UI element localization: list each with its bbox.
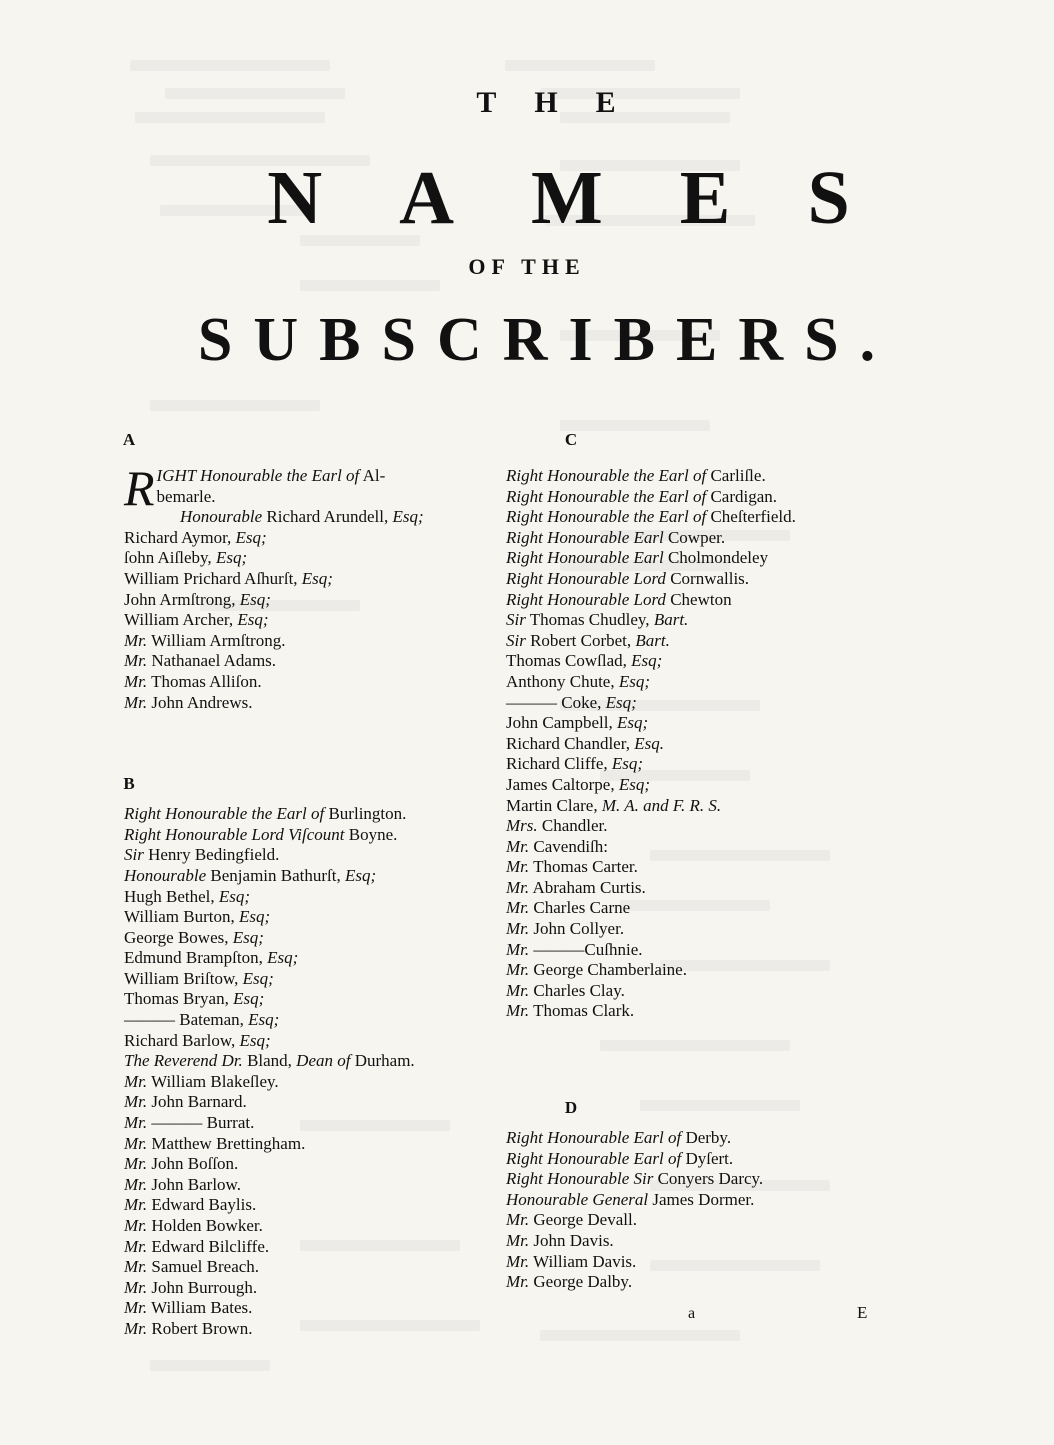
entry-title: Right Honourable the Earl of [124,804,325,824]
subscriber-entry [506,878,886,899]
entry-title: Mr. [506,980,530,1000]
entry-name: William Archer, [124,610,238,630]
subscriber-entry [506,1231,886,1252]
entry-suffix: Esq; [215,548,248,568]
subscriber-entry [506,1001,886,1022]
subscriber-entry [506,960,886,981]
drop-cap: R [124,460,155,516]
entry-name: Richard Cliffe, [506,754,612,774]
entry-name: Charles Clay. [529,980,625,1000]
entry-title: Sir [124,845,144,865]
subscriber-entry [506,1210,886,1231]
subscriber-entry [124,845,494,866]
subscriber-entry [506,528,886,549]
subscriber-entry [124,1237,494,1258]
subscriber-entry [506,796,886,817]
entry-name: Cowper. [663,527,726,547]
entry-suffix: Esq; [232,927,264,947]
entry-name: Robert Brown. [147,1318,253,1338]
entry-name: Holden Bowker. [147,1216,263,1235]
entry-name: Edward Bilcliffe. [147,1236,270,1256]
subscriber-entry [124,887,494,908]
entry-title: Mr. [124,651,148,671]
entry-suffix: Dean of [296,1051,351,1071]
subscriber-entry [124,651,494,672]
entry-title: Right Honourable Earl of [506,1148,682,1168]
entry-suffix: Esq; [235,527,267,547]
entry-title: Sir [506,610,526,630]
entry-name: William Prichard Aſhurſt, [124,568,302,588]
subscriber-entry [506,631,886,652]
subscriber-entry [506,1149,886,1170]
entry-title: The Reverend Dr. [124,1051,243,1071]
entry-title: Mr. [124,671,148,691]
subscriber-entry [124,989,494,1010]
entry-name: Charles Carne [529,898,631,918]
entry-suffix: Esq; [392,507,424,527]
subscriber-entry [506,775,886,796]
entry-name: Martin Clare, [506,795,602,815]
entry-name: John Boſſon. [147,1154,239,1174]
entry-suffix: Esq; [618,671,651,691]
entry-title: Honourable [124,865,207,885]
subscriber-entry [506,1128,886,1149]
entry-name: Cavendiſh: [529,836,609,856]
entry-title: Mr. [124,1257,148,1277]
entry-name: William Blakeſley. [147,1071,279,1091]
entry-title: Mr. [506,1272,530,1292]
subscriber-entry [124,1257,494,1278]
entry-name: Thomas Clark. [529,1001,635,1021]
subscriber-entry [124,907,494,928]
entry-name: Derby. [681,1128,732,1148]
entry-title: Mr. [506,898,530,918]
entry-suffix: Esq; [345,865,377,885]
entry-title: Mr. [124,1071,148,1091]
entry-title: Mr. [506,836,530,856]
first-entry-albemarle [124,460,494,516]
entry-title: Right Honourable Sir [506,1169,654,1189]
subscriber-entry [506,919,886,940]
subscriber-entry [124,1195,494,1216]
subscriber-entry [506,734,886,755]
entry-suffix: Esq; [267,948,299,968]
first-entry-name: Al- [359,466,386,485]
subscriber-entry [124,631,494,652]
entry-name: ſohn Aiſleby, [124,548,216,568]
subscriber-entry [124,507,494,528]
subscriber-entry [124,548,494,569]
subscriber-entry [124,1319,494,1340]
entry-title: Honourable [180,507,263,527]
entry-title: Mr. [124,1092,148,1112]
subscriber-entry [124,1175,494,1196]
entry-title: Mr. [506,1231,530,1250]
subscriber-entry [124,1298,494,1319]
subscriber-entry [124,825,494,846]
entry-suffix: Esq; [301,568,333,588]
entry-suffix: Esq; [242,968,274,988]
entry-name: John Andrews. [147,692,253,712]
left-column [124,430,494,1340]
subscriber-entry [124,928,494,949]
entry-title: Mr. [506,1210,530,1230]
entry-name: George Devall. [529,1210,637,1230]
entry-suffix: Esq; [618,774,651,794]
entry-title: Right Honourable Lord Viſcount [124,824,345,844]
entry-name: Boyne. [344,824,398,844]
entry-suffix: Esq; [631,651,663,671]
subscriber-entry [506,1169,886,1190]
section-letter-d: D [564,1098,578,1118]
title-the: THE [476,86,654,119]
subscriber-entry [506,713,886,734]
entry-name: Benjamin Bathurſt, [206,865,345,885]
entry-name: Henry Bedingfield. [143,845,280,865]
subscriber-entry [124,569,494,590]
entry-name: John Barlow. [147,1174,241,1194]
subscriber-entry [506,940,886,961]
entry-suffix: Bart. [653,610,689,630]
first-entry-continuation: bemarle. [156,486,216,506]
entry-name: William Briſtow, [124,968,243,988]
entry-title: Mr. [506,919,530,939]
entry-name: William Burton, [124,907,239,927]
entry-suffix: Esq; [248,1010,280,1030]
title-subscribers: SUBSCRIBERS. [197,306,897,374]
entry-suffix: Bart. [635,630,670,650]
subscriber-entry [506,610,886,631]
subscriber-entry [506,1252,886,1273]
entry-suffix: Esq; [239,1030,271,1050]
subscriber-entry [124,1154,494,1175]
entry-suffix: Esq; [616,713,649,733]
entry-title: Mr. [124,1195,148,1215]
entry-title: Mr. [506,877,530,897]
entry-name: Chandler. [537,816,608,836]
entry-name: Edward Baylis. [147,1195,257,1215]
entry-name: ———Cuſhnie. [529,939,643,959]
entry-title: Right Honourable the Earl of [506,486,707,506]
entry-name: Bland, [242,1051,297,1071]
subscriber-entry [124,969,494,990]
entry-title: Mr. [506,857,530,877]
subscriber-entry [506,816,886,837]
entry-title: Mr. [124,1236,148,1256]
signature-mark: a [688,1305,696,1322]
entry-name: John Davis. [529,1231,614,1250]
entry-title: Mr. [506,1001,530,1021]
entry-title: Mr. [124,1216,148,1235]
entry-name: Anthony Chute, [506,671,619,691]
entry-name: Chewton [665,589,732,609]
entry-title: Right Honourable the Earl of [506,466,707,485]
entry-title: Mrs. [506,816,538,836]
entry-name: John Campbell, [506,713,617,733]
entry-name: George Chamberlaine. [529,960,687,980]
subscriber-entry [124,948,494,969]
entry-name: Samuel Breach. [147,1257,260,1277]
entry-title: Mr. [124,1113,148,1133]
entry-title: Mr. [124,630,148,650]
subscriber-entry [506,487,886,508]
subscriber-entry [506,693,886,714]
entry-title: Right Honourable Earl [506,548,664,568]
entry-title: Honourable General [506,1189,649,1209]
subscriber-entry [506,1272,886,1293]
entry-suffix: Esq. [634,733,664,753]
entry-suffix: Esq; [239,589,271,609]
subscriber-entry [506,857,886,878]
subscriber-entry [124,672,494,693]
entry-title: Right Honourable Lord [506,568,666,588]
entry-title: Mr. [124,1277,148,1297]
entry-name: ——— Bateman, [124,1010,249,1030]
entry-title: Mr. [506,960,530,980]
subscriber-entry [506,590,886,611]
entry-name: Conyers Darcy. [653,1169,764,1189]
subscriber-entry [124,1031,494,1052]
entry-title: Mr. [124,692,148,712]
subscriber-entry [124,1278,494,1299]
subscriber-entry [506,466,886,487]
entry-tail: Durham. [350,1051,415,1071]
subscriber-list-d [506,1128,886,1293]
section-letter-c: C [564,430,578,449]
subscriber-entry [506,548,886,569]
subscriber-entry [506,754,886,775]
entry-name: Thomas Bryan, [124,989,234,1009]
subscriber-entry [124,1010,494,1031]
entry-suffix: Esq; [239,907,271,927]
entry-title: Mr. [124,1318,148,1338]
entry-name: John Burrough. [147,1277,258,1297]
entry-title: Sir [506,630,526,650]
entry-suffix: M. A. and F. R. S. [601,795,722,815]
entry-name: Cheſterfield. [706,507,796,527]
entry-name: John Armſtrong, [124,589,240,609]
entry-name: Richard Aymor, [124,527,236,547]
entry-name: William Davis. [529,1251,637,1271]
subscriber-entry [506,651,886,672]
entry-name: Richard Chandler, [506,733,635,753]
subscriber-entry [506,837,886,858]
entry-name: Thomas Cowſlad, [506,651,632,671]
title-names: NAMES [267,156,927,240]
entry-name: Burlington. [324,804,407,824]
section-letter-a: A [122,430,136,449]
subscriber-entry [124,1134,494,1155]
entry-name: James Caltorpe, [506,774,619,794]
subscriber-entry [506,569,886,590]
entry-name: Matthew Brettingham. [147,1133,306,1153]
entry-title: Mr. [124,1174,148,1194]
entry-name: Richard Arundell, [262,507,393,527]
entry-name: Hugh Bethel, [124,886,219,906]
entry-name: ——— Coke, [506,692,606,712]
subscriber-entry [506,981,886,1002]
entry-title: Right Honourable the Earl of [506,507,707,527]
entry-title: Mr. [124,1154,148,1174]
subscriber-entry [124,590,494,611]
entry-title: Right Honourable Lord [506,589,666,609]
entry-name: Robert Corbet, [525,630,636,650]
entry-name: Edmund Brampſton, [124,948,268,968]
entry-name: George Bowes, [124,927,233,947]
title-of-the: OF THE [468,254,586,279]
section-letter-b: B [123,774,135,794]
subscriber-entry [124,693,494,714]
entry-name: Cardigan. [706,486,778,506]
entry-suffix: Esq; [611,754,644,774]
subscriber-entry [506,672,886,693]
entry-name: James Dormer. [648,1189,755,1209]
subscriber-entry [124,610,494,631]
subscriber-entry [124,528,494,549]
entry-suffix: Esq; [605,692,637,712]
entry-name: Carliſle. [706,466,766,485]
entry-suffix: Esq; [237,610,269,630]
subscriber-entry [506,898,886,919]
entry-title: Right Honourable Earl of [506,1128,682,1148]
entry-suffix: Esq; [218,886,251,906]
entry-name: John Collyer. [529,919,625,939]
entry-name: Abraham Curtis. [529,877,646,897]
entry-suffix: Esq; [233,989,265,1009]
subscriber-list-c [506,466,886,1022]
entry-name: ——— Burrat. [147,1113,255,1133]
subscriber-list-a [124,507,494,713]
entry-title: Right Honourable Earl [506,527,664,547]
entry-name: Thomas Carter. [529,857,638,877]
entry-name: William Armſtrong. [147,630,286,650]
subscriber-entry [124,804,494,825]
catchword: E [857,1303,868,1322]
subscriber-entry [124,1216,494,1237]
subscriber-entry [506,1190,886,1211]
entry-name: Thomas Alliſon. [147,671,262,691]
entry-name: Richard Barlow, [124,1030,240,1050]
entry-name: Nathanael Adams. [147,651,277,671]
entry-name: Dyſert. [681,1148,734,1168]
subscriber-entry [124,1051,494,1072]
entry-name: Thomas Chudley, [525,610,654,630]
subscriber-list-b [124,804,494,1339]
entry-title: Mr. [506,939,530,959]
entry-title: Mr. [124,1298,148,1318]
entry-name: Cornwallis. [665,568,750,588]
entry-title: Mr. [124,1133,148,1153]
entry-name: George Dalby. [529,1272,633,1292]
subscriber-entry [506,507,886,528]
subscriber-entry [124,866,494,887]
first-entry-title: IGHT Honourable the Earl of [156,466,360,485]
entry-name: William Bates. [147,1298,253,1318]
right-column [506,430,886,1293]
entry-name: Cholmondeley [663,548,769,568]
subscriber-entry [124,1072,494,1093]
entry-title: Mr. [506,1251,530,1271]
entry-name: John Barnard. [147,1092,247,1112]
